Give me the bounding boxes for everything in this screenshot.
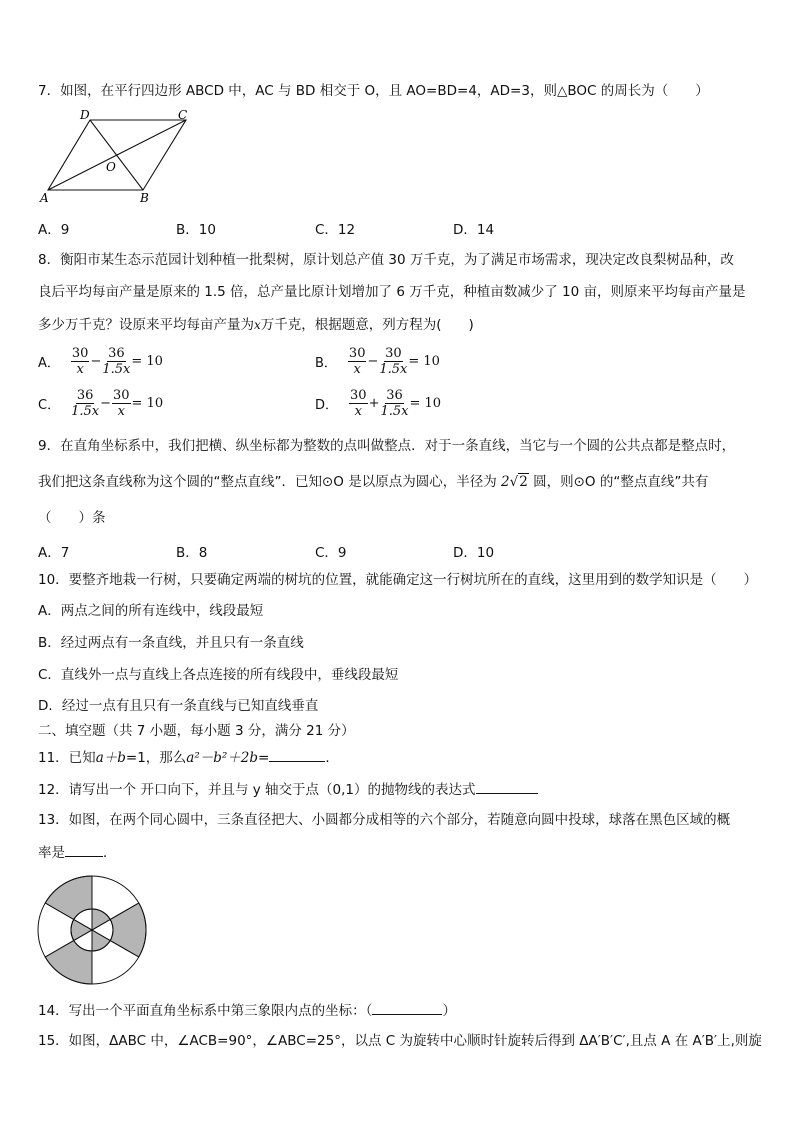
numerator: 30 — [348, 346, 366, 361]
rhs: = 10 — [408, 354, 440, 369]
option-label: C． — [38, 398, 61, 413]
denominator: 1.5x — [379, 362, 408, 377]
q11-c: = — [258, 750, 270, 766]
answer-blank[interactable] — [372, 1001, 442, 1015]
q11-d: ． — [325, 750, 339, 766]
q9-option-a: A．7 — [38, 545, 70, 561]
label-O: O — [106, 160, 116, 174]
radius-value: 2√2 — [501, 474, 528, 490]
operator: − — [100, 396, 111, 411]
q11-a: 11．已知 — [38, 750, 96, 766]
q13-end: ． — [103, 845, 117, 861]
q7-parallelogram-figure — [36, 108, 196, 204]
q10-option-b: B．经过两点有一条直线，并且只有一条直线 — [38, 635, 304, 651]
q7-option-c: C．12 — [315, 222, 356, 238]
q11 — [38, 748, 339, 767]
numerator: 36 — [76, 388, 94, 403]
q10-option-d: D．经过一点有且只有一条直线与已知直线垂直 — [38, 698, 319, 714]
q8-line-2: 良后平均每亩产量是原来的 1.5 倍，总产量比原计划增加了 6 万千克，种植亩数减少了 10 亩，则原来平均每亩产量是 — [38, 284, 746, 300]
denominator: 1.5x — [102, 362, 131, 377]
denominator: 1.5x — [71, 404, 100, 419]
q8-line-3-b: 万千克，根据题意，列方程为( ) — [260, 317, 474, 333]
option-label: A． — [38, 356, 60, 371]
numerator: 30 — [113, 388, 130, 403]
q9-line-2 — [38, 473, 708, 491]
q8-line-3 — [38, 316, 474, 334]
rhs: = 10 — [131, 396, 164, 411]
q9-option-d: D．10 — [453, 545, 495, 561]
q14-text: 14．写出一个平面直角坐标系中第三象限内点的坐标：（ — [38, 1003, 373, 1019]
q8-line-1: 8．衡阳市某生态示范园计划种植一批梨树，原计划总产值 30 万千克，为了满足市场需求，现决定改良梨树品种，改 — [38, 252, 734, 268]
q10-option-a: A．两点之间的所有连线中，线段最短 — [38, 603, 264, 619]
q8-option-d — [315, 388, 441, 419]
q7-option-a: A．9 — [38, 222, 70, 238]
numerator: 36 — [386, 388, 403, 403]
option-label: B． — [315, 356, 337, 371]
q7-option-b: B．10 — [176, 222, 216, 238]
label-B: B — [140, 191, 149, 204]
q9-option-b: B．8 — [176, 545, 208, 561]
q7-stem: 7．如图，在平行四边形 ABCD 中，AC 与 BD 相交于 O，且 AO=BD=4，AD=3，则△BOC 的周长为（ ） — [38, 83, 709, 99]
q9-line-2-a: 我们把这条直线称为这个圆的“整点直线”．已知⊙O 是以原点为圆心，半径为 — [38, 474, 497, 490]
q9-line-1: 9．在直角坐标系中，我们把横、纵坐标都为整数的点叫做整点．对于一条直线，当它与一个圆的公共点都是整点时， — [38, 438, 736, 454]
q10-stem: 10．要整齐地栽一行树，只要确定两端的树坑的位置，就能确定这一行树坑所在的直线，这里用到的数学知识是（ ） — [38, 572, 758, 588]
q9-line-3: （ ）条 — [38, 510, 106, 526]
radius-coefficient: 2 — [501, 474, 510, 490]
q11-expr1: a＋b — [95, 750, 126, 766]
numerator: 30 — [350, 388, 367, 403]
denominator: x — [76, 362, 84, 377]
operator: + — [368, 396, 380, 411]
rhs: = 10 — [131, 354, 163, 369]
q8-option-b — [315, 346, 440, 377]
denominator: x — [353, 362, 361, 377]
numerator: 30 — [385, 346, 402, 361]
section-heading: 二、填空题（共 7 小题，每小题 3 分，满分 21 分） — [38, 723, 355, 739]
q13-line-1: 13．如图，在两个同心圆中，三条直径把大、小圆都分成相等的六个部分，若随意向圆中投球，球落在黑色区域的概 — [38, 812, 731, 828]
label-A: A — [40, 191, 49, 204]
denominator: 1.5x — [380, 404, 409, 419]
denominator: x — [117, 404, 125, 419]
concentric-circles-figure — [34, 872, 152, 988]
q8-option-a — [38, 346, 163, 377]
q11-b: =1，那么 — [125, 750, 187, 766]
label-D: D — [80, 108, 90, 122]
q9-line-2-b: 圆，则⊙O 的“整点直线”共有 — [533, 474, 709, 490]
q14-end: ） — [442, 1003, 456, 1019]
q15: 15．如图，ΔABC 中，∠ACB=90°，∠ABC=25°，以点 C 为旋转中心顺时针旋转后得到 ΔA′B′C′,且点 A 在 A′B′上,则旋 — [38, 1033, 762, 1049]
q8-option-c — [38, 388, 163, 419]
radicand: 2 — [519, 474, 528, 490]
rhs: = 10 — [409, 396, 442, 411]
answer-blank[interactable] — [65, 843, 103, 857]
q7-option-d: D．14 — [453, 222, 495, 238]
q8-variable: x — [254, 318, 261, 332]
q8-line-3-a: 多少万千克？设原来平均每亩产量为 — [38, 317, 254, 333]
answer-blank[interactable] — [476, 780, 538, 794]
q14 — [38, 1001, 456, 1020]
numerator: 30 — [71, 346, 89, 361]
numerator: 36 — [108, 346, 125, 361]
option-label: D． — [315, 398, 339, 413]
operator: − — [90, 354, 102, 369]
operator: − — [367, 354, 379, 369]
q12-text: 12．请写出一个 开口向下，并且与 y 轴交于点（0,1）的抛物线的表达式 — [38, 782, 476, 798]
q12 — [38, 780, 538, 799]
denominator: x — [354, 404, 362, 419]
answer-blank[interactable] — [269, 748, 325, 762]
q13-line-2-text: 率是 — [38, 845, 65, 861]
q9-option-c: C．9 — [315, 545, 347, 561]
q10-option-c: C．直线外一点与直线上各点连接的所有线段中，垂线段最短 — [38, 667, 399, 683]
label-C: C — [178, 108, 188, 122]
q13-line-2 — [38, 843, 117, 862]
q11-expr2: a²－b²＋2b — [186, 750, 259, 766]
